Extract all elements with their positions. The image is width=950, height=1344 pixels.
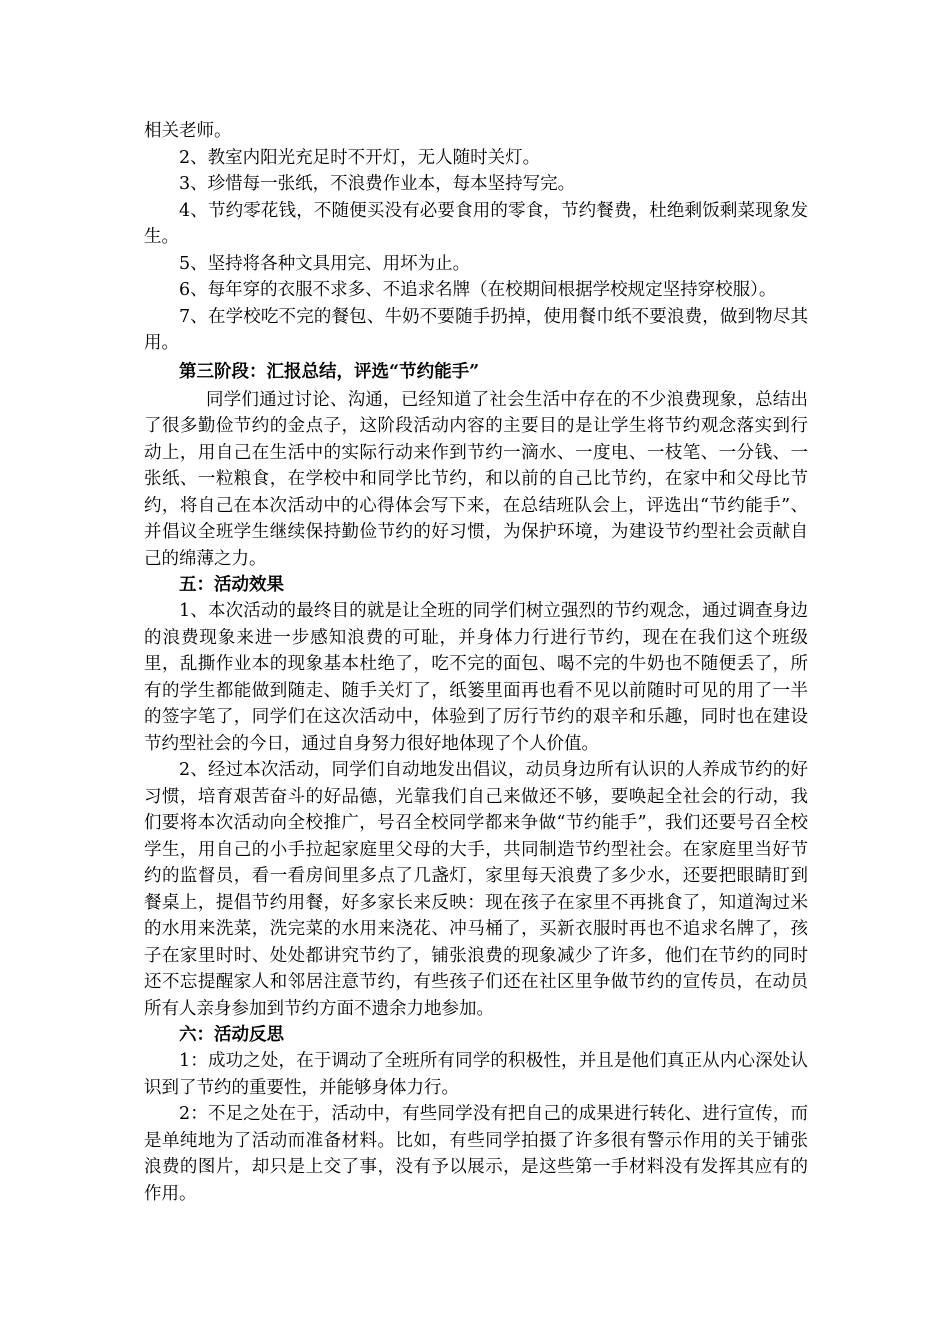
list-item: 3、珍惜每一张纸，不浪费作业本，每本坚持写完。 xyxy=(179,174,576,194)
paragraph-continuation: 相关老师。 xyxy=(144,121,232,141)
stage3-paragraph: 同学们通过讨论、沟通，已经知道了社会生活中存在的不少浪费现象，总结出了很多勤俭节约的金点子，这阶段活动内容的主要目的是让学生将节约观念落实到行动上，用自己在生活中的实际行动来作到节约一滴水、一度电、一枝笔、一分钱、一张纸、一粒粮食，在学校中和同学比节约，和以前的自己比节约，在家中和父母比节约，将自己在本次活动中的心得体会写下来，在总结班队会上，评选出“节约能手”、并倡议全班学生继续保持勤俭节约的好习惯，为保护环境，为建设节约型社会贡献自己的绵薄之力。 xyxy=(144,389,808,569)
list-item: 5、坚持将各种文具用完、用坏为止。 xyxy=(179,253,471,274)
stage3-heading: 第三阶段：汇报总结，评选“节约能手” xyxy=(179,361,480,382)
section5-item: 2、经过本次活动，同学们自动地发出倡议，动员身边所有认识的人养成节约的好习惯，培育艰苦奋斗的好品德，光靠我们自己来做还不够，要唤起全社会的行动，我们要将本次活动向全校推广，号召全校同学都来争做“节约能手”，我们还要号召全校学生，用自己的小手拉起家庭里父母的大手，共同制造节约型社会。在家庭里当好节约的监督员，看一看房间里多点了几盏灯，家里每天浪费了多少水，还要把眼睛盯到餐桌上，提倡节约用餐，好多家长来反映：现在孩子在家里不再挑食了，知道淘过米的水用来洗菜，洗完菜的水用来浇花、冲马桶了，买新衣服时再也不追求名牌了，孩子在家里时时、处处都讲究节约了，铺张浪费的现象减少了许多，他们在节约的同时还不忘提醒家人和邻居注意节约，有些孩子们还在社区里争做节约的宣传员，在动员所有人亲身参加到节约方面不遗余力地参加。 xyxy=(144,760,808,1019)
document-page xyxy=(144,118,808,1207)
list-item: 6、每年穿的衣服不求多、不追求名牌（在校期间根据学校规定坚持穿校服）。 xyxy=(179,280,777,300)
section6-item: 1：成功之处，在于调动了全班所有同学的积极性，并且是他们真正从内心深处认识到了节约的重要性，并能够身体力行。 xyxy=(144,1051,808,1098)
list-item: 2、教室内阳光充足时不开灯，无人随时关灯。 xyxy=(179,147,541,168)
section5-item: 1、本次活动的最终目的就是让全班的同学们树立强烈的节约观念，通过调查身边的浪费现象来进一步感知浪费的可耻，并身体力行进行节约，现在在我们这个班级里，乱撕作业本的现象基本杜绝了，吃不完的面包、喝不完的牛奶也不随便丢了，所有的学生都能做到随走、随手关灯了，纸篓里面再也看不见以前随时可见的用了一半的签字笔了，同学们在这次活动中，体验到了厉行节约的艰辛和乐趣，同时也在建设节约型社会的今日，通过自身努力很好地体现了个人价值。 xyxy=(144,601,808,754)
section5-heading: 五：活动效果 xyxy=(179,575,284,595)
list-item: 7、在学校吃不完的餐包、牛奶不要随手扔掉，使用餐巾纸不要浪费，做到物尽其用。 xyxy=(144,306,808,353)
list-item: 4、节约零花钱，不随便买没有必要食用的零食，节约餐费，杜绝剩饭剩菜现象发生。 xyxy=(144,200,808,247)
section6-item: 2：不足之处在于，活动中，有些同学没有把自己的成果进行转化、进行宣传，而是单纯地为了活动而准备材料。比如，有些同学拍摄了许多很有警示作用的关于铺张浪费的图片，却只是上交了事，没有予以展示，是这些第一手材料没有发挥其应有的作用。 xyxy=(144,1104,808,1204)
section6-heading: 六：活动反思 xyxy=(179,1025,284,1045)
